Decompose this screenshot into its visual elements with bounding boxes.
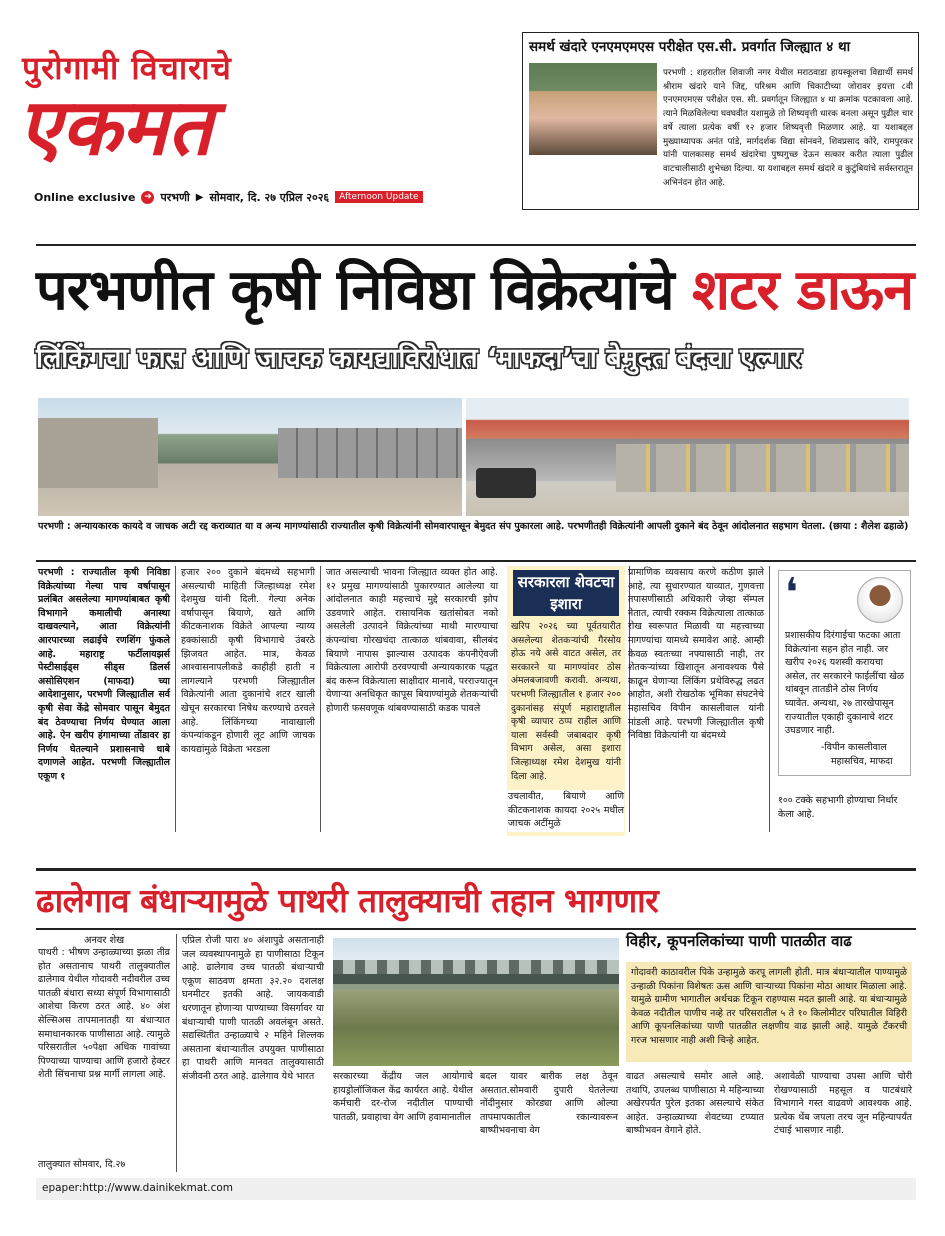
main-col-6-end: १०० टक्के सहभागी होण्याचा निर्धार केला आहे. [778, 795, 898, 820]
main-col-2: हजार २०० दुकाने बंदमध्ये सहभागी असल्याची माहिती जिल्हाध्यक्ष रमेश देशमुख यांनी दिली. गेल्या अनेक वर्षापासून बियाणे, खते आणि कीटकनाशक विक्रेते आपल्या न्याय्य हक्कांसाठी कृषी विभागाचे उंबरठे झिजवत आहेत. मात्र, केवळ आश्वासनापलीकडे काहीही हाती न लागल्याने परभणी जिल्ह्यातील विक्रेत्यांनी आता दुकानांचे शटर खाली खेचून सरकारचा निषेध करण्याचे ठरवले आहे. लिंकिंगच्या नावाखाली कंपन्यांकडून होणारी लूट आणि जाचक कायद्यांमुळे विक्रेता भरडला [181, 567, 315, 755]
shutter-photo-left [38, 398, 462, 516]
second-col-2: एप्रिल रोजी पारा ४० अंशापुढे असतानाही जल व्यवस्थापनामुळे हा पाणीसाठा टिकून आहे. ढालेगाव उच्च पातळी बंधाऱ्याची एकूण साठवण क्षमता ३२.२० दशलक्ष घनमीटर इतकी आहे. जायकवाडी धरणातून होणाऱ्या पाण्याच्या विसर्गावर या बंधाऱ्याची पाणी पातळी अवलंबून असते. सद्यस्थितीत उन्हाळ्याचे २ महिने शिल्लक असताना बंधाऱ्यातील उपयुक्त पाणीसाठा हा पाथरी आणि मानवत तालुक्यासाठी संजीवनी ठरत आहे. ढालेगाव येथे भारत [182, 935, 324, 1082]
main-headline-black: परभणीत कृषी निविष्ठा विक्रेत्यांचे [36, 258, 674, 323]
warning-box-body: खरिप २०२६ च्या पूर्वतयारीत असलेल्या शेतकऱ्यांची गैरसोय होऊ नये असे वाटत असेल, तर सरकारने या मागण्यांवर ठोस अंमलबजावणी करावी. अन्यथा, परभणी जिल्ह्यातील १ हजार २०० दुकानांसह संपूर्ण महाराष्ट्रातील कृषी व्यापार ठप्प राहील आणि याला सर्वस्वी जबाबदार कृषी विभाग असेल, असा इशारा जिल्हाध्यक्ष रमेश देशमुख यांनी दिला आहे. [511, 621, 621, 782]
online-label: Online exclusive [34, 190, 136, 204]
divider [36, 868, 916, 871]
quote-name: -विपीन कासलीवाल [821, 742, 887, 753]
top-story-title: समर्थ खंदारे एनएमएमएस परीक्षेत एस.सी. प्रवर्गात जिल्ह्यात ४ था [529, 39, 851, 55]
dam-photo [333, 938, 619, 1066]
second-col-6: अशावेळी पाण्याचा उपसा आणि चोरी रोखण्यासाठी महसूल व पाटबंधारे विभागाने गस्त वाढवणे आवश्यक आहे. प्रत्येक थेंब जपला तरच जून महिन्यापर्यंत टंचाई भासणार नाही. [774, 1071, 912, 1137]
column-rule [175, 566, 176, 832]
top-story-body: परभणी : शहरातील शिवाजी नगर येथील मराठवाडा हायस्कूलचा विद्यार्थी समर्थ श्रीराम खंदारे याने जिद्द, परिश्रम आणि चिकाटीच्या जोरावर इयत्ता ८वी एनएमएमएस परीक्षेत एस. सी. प्रवर्गातून जिल्ह्यात ४ था क्रमांक पटकावला आहे. त्याने मिळविलेल्या घवघवीत यशामुळे तो शिष्यवृत्ती धारक बनला असून पुढील चार वर्षे त्याला प्रत्येक वर्षी १२ हजार शिष्यवृत्ती मिळणार आहे. या यशाबद्दल मुख्याध्यापक अनंत पांडे, मार्गदर्शक विद्या सोनवने, शिवप्रसाद कोरे, रामपुरकर यांनी पालकासह समर्थ खंदारेचा पुष्पगुच्छ देऊन सत्कार करीत त्याला पुढील वाटचालीसाठी शुभेच्छा दिल्या. या यशाबद्दल समर्थ खंदारे व कुटुंबियांचे सर्वस्तरातून अभिनंदन होत आहे. [663, 68, 913, 188]
second-byline: अनवर शेख [84, 935, 125, 946]
second-col-3: सरकारच्या केंद्रीय जल आयोगाचे हायड्रोलॉजिकल केंद्र कार्यरत आहे. येथील कर्मचारी दर-रोज नदीतील पाण्याची पातळी, प्रवाहाचा वेग आणि हवामानातील [333, 1071, 473, 1123]
quote-box [778, 570, 911, 776]
dateline-date: सोमवार, दि. २७ एप्रिल २०२६ [209, 190, 330, 204]
warning-box-title: सरकारला शेवटचा इशारा [513, 570, 619, 616]
avatar [857, 577, 903, 623]
masthead-tagline: पुरोगामी विचाराचे [22, 49, 232, 87]
quote-icon: ❛ [785, 570, 798, 616]
second-col-4: बदल यावर बारीक लक्ष ठेवून असतात.सोमवारी दुपारी घेतलेल्या नोंदीनुसार कोरड्या आणि ओल्या तापमापकातील रकान्यावरून बाष्पीभवनाचा वेग [480, 1071, 618, 1137]
second-col-5: वाढत असल्याचे समोर आले आहे. तथापि, उपलब्ध पाणीसाठा मे महिन्याच्या अखेरपर्यंत पुरेल इतका असल्याचे संकेत आहेत. उन्हाळ्याच्या शेवटच्या टप्प्यात बाष्पीभवन वेगाने होते. [626, 1071, 764, 1137]
second-col-1-end: तालुक्यात सोमवार, दि.२७ [38, 1159, 126, 1170]
second-headline: ढालेगाव बंधाऱ्यामुळे पाथरी तालुक्याची तहान भागणार [36, 881, 659, 920]
top-story-photo [529, 63, 657, 155]
main-col-1: परभणी : राज्यातील कृषी निविष्ठा विक्रेत्यांच्या गेल्या पाच वर्षापासून प्रलंबित असलेल्या मागण्यांबाबत कृषी विभागाने कमालीची अनास्था दाखवल्याने, आता विक्रेत्यांनी आरपारच्या लढाईचे रणशिंग फुंकले आहे. महाराष्ट्र फर्टीलायझर्स पेस्टीसाईड्स सीड्स डिलर्स असोसिएशन (माफदा) च्या आदेशानुसार, परभणी जिल्ह्यातील सर्व कृषी सेवा केंद्रे सोमवार पासून बेमुदत बंद ठेवण्याचा निर्णय घेण्यात आला आहे. ऐन खरीप हंगामाच्या तोंडावर हा निर्णय घेतल्याने प्रशासनाचे धाबे दणाणले आहेत. परभणी जिल्ह्यातील एकूण १ [38, 567, 170, 782]
divider [36, 560, 916, 562]
column-rule [320, 566, 321, 832]
main-col-4-end: उचलावीत, बियाणे आणि कीटकनाशक कायदा २०२५ मधील जाचक अटींमुळे [508, 790, 624, 832]
water-box [626, 962, 912, 1062]
arrow-right-icon: ➜ [141, 191, 154, 204]
afternoon-badge: Afternoon Update [335, 191, 422, 203]
column-rule [769, 566, 770, 832]
main-headline-red: शटर डाऊन [692, 258, 914, 323]
quote-role: महासचिव, माफदा [831, 756, 893, 767]
main-col-3: जात असल्याची भावना जिल्ह्यात व्यक्त होत आहे. १२ प्रमुख मागण्यांसाठी पुकारण्यात आलेल्या या आंदोलनात काही महत्त्वाचे मुद्दे सरकारची झोप उडवणारे आहेत. रासायनिक खतांसोबत नको असलेली उत्पादने विक्रेत्यांच्या माथी मारण्याचा कंपन्यांचा गोरखधंदा तात्काळ थांबवावा, सीलबंद बियाणे नापास झाल्यास उत्पादक कंपनीऐवजी विक्रेत्याला आरोपी ठरवण्याची अन्यायकारक पद्धत बंद करून विक्रेत्याला साक्षीदार मानावे, परराज्यातून येणाऱ्या अनधिकृत कापूस बियाण्यांमुळे शेतकऱ्यांची होणारी फसवणूक थांबवण्यासाठी कडक पावले [326, 567, 498, 714]
water-box-body: गोदावरी काठावरील पिके उन्हामुळे करपू लागली होती. मात्र बंधाऱ्यातील पाण्यामुळे उन्हाळी पिकांना विशेषतः ऊस आणि चाऱ्याच्या पिकांना मोठा आधार मिळाला आहे. यामुळे ग्रामीण भागातील अर्थचक्र टिकून राहण्यास मदत झाली आहे. या बंधाऱ्यामुळे केवळ नदीतील पाणीच नव्हे तर परिसरातील ५ ते १० किलोमीटर परिघातील विहिरी आणि कूपनलिकांच्या पाणी पातळीत लक्षणीय वाढ झाली आहे. यामुळे टँकरची गरज भासणार नाही अशी चिन्हे आहेत. [631, 967, 907, 1046]
main-headline [36, 254, 916, 328]
dateline [34, 188, 514, 206]
quote-body: प्रशासकीय दिरंगाईचा फटका आता विक्रेत्यांना सहन होत नाही. जर खरीप २०२६ यशस्वी करायचा असेल, तर सरकारने फाईलींचा खेळ थांबवून तातडीने ठोस निर्णय घ्यावेत. अन्यथा, २७ तारखेपासून राज्यातील एकाही दुकानाचे शटर उघडणार नाही. [785, 630, 904, 737]
column-rule [176, 934, 177, 1172]
epaper-link[interactable]: epaper:http://www.dainikekmat.com [42, 1182, 234, 1194]
shutter-photo-right [466, 398, 909, 516]
photo-caption: परभणी : अन्यायकारक कायदे व जाचक अटी रद्द कराव्यात या व अन्य मागण्यांसाठी राज्यातील कृषी विक्रेत्यांनी सोमवारपासून बेमुदत संप पुकारला आहे. परभणीतही विक्रेत्यांनी आपली दुकाने बंद ठेवून आंदोलनात सहभाग घेतला. (छाया : शैलेश ढहाळे) [38, 521, 909, 532]
divider [36, 244, 916, 246]
main-subhead: लिंकिंगचा फास आणि जाचक कायद्याविरोधात ‘माफदा’चा बेमुदत बंदचा एल्गार [36, 343, 802, 374]
play-icon: ▶ [195, 191, 204, 203]
water-box-title: विहीर, कूपनलिकांच्या पाणी पातळीत वाढ [626, 932, 852, 950]
masthead-logo: एकमत [18, 82, 213, 173]
second-col-1: पाथरी : भीषण उन्हाळ्याच्या झळा तीव्र होत असतानाच पाथरी तालुक्यातील ढालेगाव येथील गोदावरी नदीवरील उच्च पातळी बंधारा सध्या संपूर्ण विभागासाठी आशेचा किरण ठरत आहे. ४० अंश सेल्सिअस तापमानातही या बंधाऱ्यात समाधानकारक पाणीसाठा आहे. त्यामुळे परिसरातील ५०पेक्षा अधिक गावांच्या पिण्याच्या पाण्याचा आणि हजारो हेक्टर शेती सिंचनाचा प्रश्न मार्गी लागला आहे. [38, 947, 170, 1081]
dateline-city: परभणी [160, 190, 190, 204]
main-col-5: प्रामाणिक व्यवसाय करणे कठीण झाले आहे, त्या सुधारण्यात याव्यात, गुणवत्ता तपासणीसाठी अधिकारी जेव्हा सॅम्पल नेतात, त्याची रक्कम विक्रेत्याला तात्काळ रोख स्वरूपात मिळावी या महत्त्वाच्या मागण्यांचा यामध्ये समावेश आहे. आम्ही केवळ स्वतःच्या नफ्यासाठी नाही, तर शेतकऱ्यांच्या खिशातून अनावश्यक पैसे काढून घेणाऱ्या लिंकिंग प्रथेविरुद्ध लढत आहोत, अशी रोखठोक भूमिका संघटनेचे महासचिव विपीन कासलीवाल यांनी मांडली आहे. परभणी जिल्ह्यातील कृषी निविष्ठा विक्रेत्यांनी या बंदमध्ये [628, 567, 764, 742]
top-story-box [522, 32, 919, 210]
